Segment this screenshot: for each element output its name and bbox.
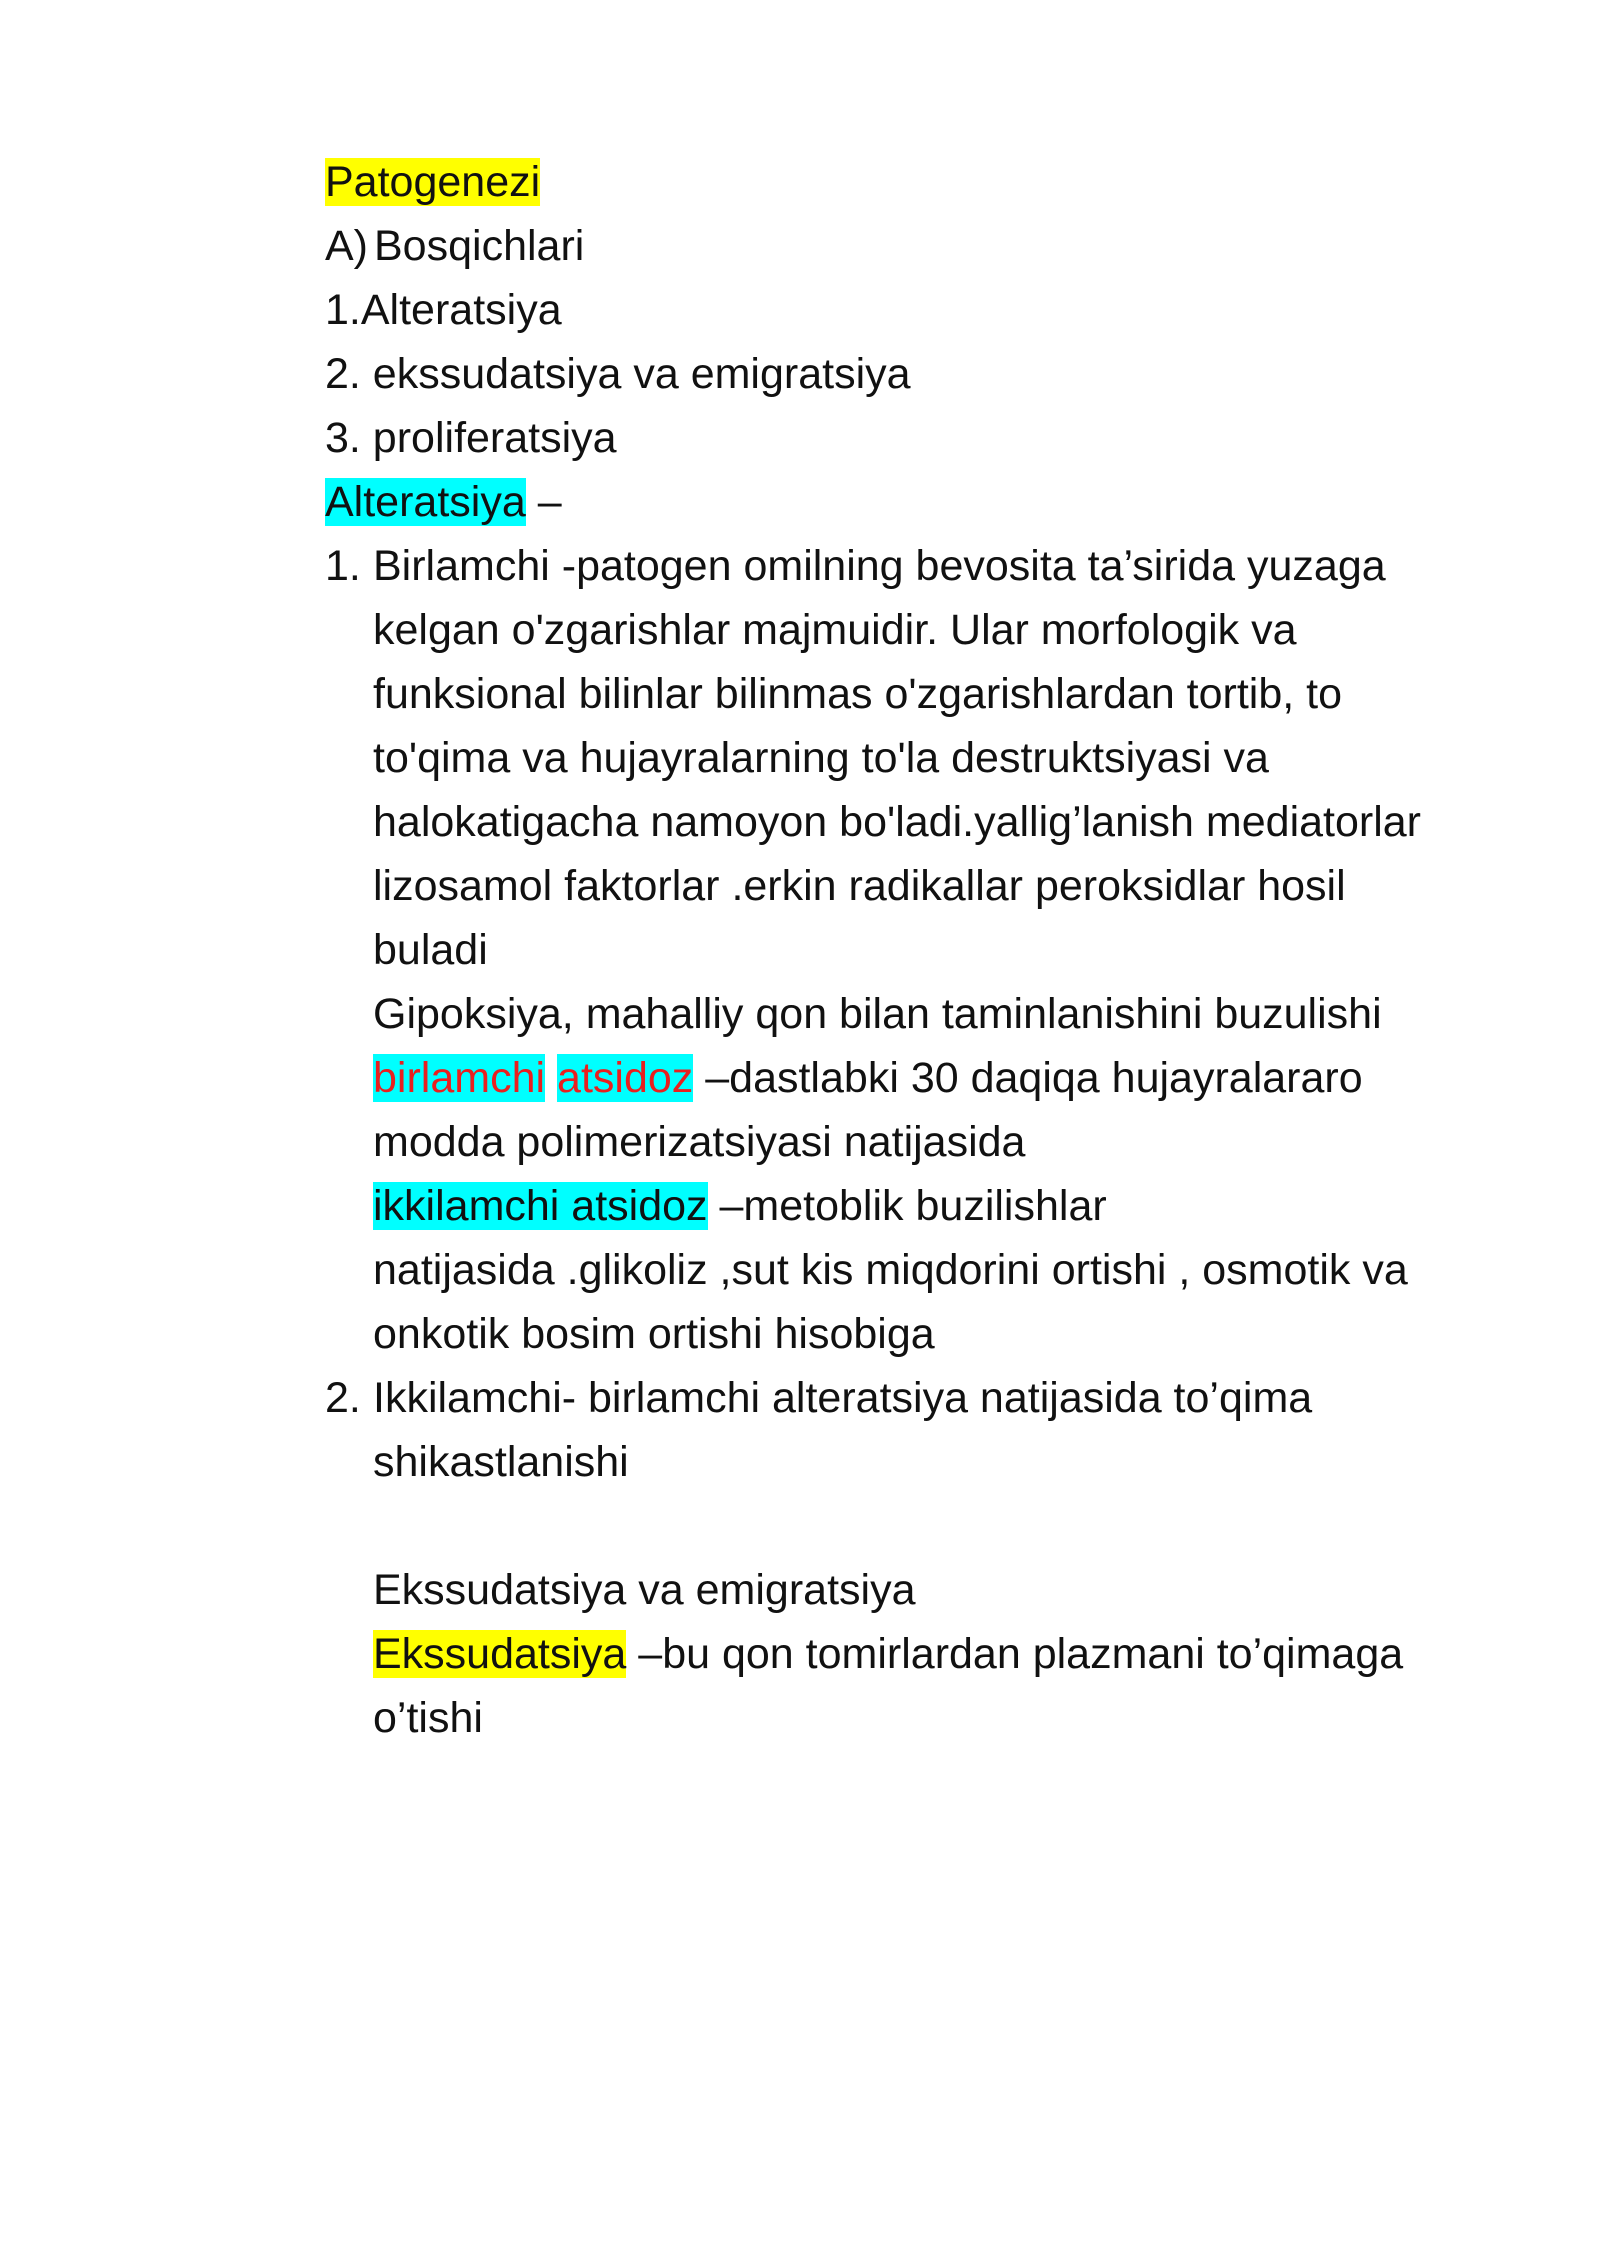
primary-acidosis-continuation: modda polimerizatsiyasi natijasida bbox=[373, 1118, 1026, 1166]
exudation-continuation: o’tishi bbox=[373, 1694, 483, 1742]
item-1-line-7: buladi bbox=[373, 926, 488, 974]
stage-1-line: 1.Alteratsiya bbox=[325, 286, 562, 334]
stages-label: A) bbox=[325, 222, 368, 270]
item-1-number: 1. bbox=[325, 542, 361, 590]
exudation-heading: Ekssudatsiya va emigratsiya bbox=[373, 1566, 916, 1614]
heading-patogenezi: Patogenezi bbox=[325, 158, 541, 206]
item-1-line-2: kelgan o'zgarishlar majmuidir. Ular morfologik va bbox=[373, 606, 1297, 654]
heading-line bbox=[325, 150, 540, 214]
item-1-line-3: funksional bilinlar bilinmas o'zgarishlardan tortib, to bbox=[373, 670, 1343, 718]
item-1-line-4: to'qima va hujayralarning to'la destruktsiyasi va bbox=[373, 734, 1269, 782]
primary-acidosis-line bbox=[373, 1046, 1363, 1110]
primary-acidosis-word-1: birlamchi bbox=[373, 1054, 546, 1102]
hypoxia-line: Gipoksiya, mahalliy qon bilan taminlanishini buzulishi bbox=[373, 990, 1382, 1038]
item-1-line-5: halokatigacha namoyon bo'ladi.yallig’lanish mediatorlar bbox=[373, 798, 1421, 846]
exudation-text: –bu qon tomirlardan plazmani to’qimaga bbox=[626, 1630, 1404, 1678]
primary-acidosis-text: –dastlabki 30 daqiqa hujayralararo bbox=[693, 1054, 1363, 1102]
stages-title: Bosqichlari bbox=[374, 222, 585, 270]
secondary-acidosis-term: ikkilamchi atsidoz bbox=[373, 1182, 708, 1230]
stage-3-line: 3. proliferatsiya bbox=[325, 414, 617, 462]
secondary-acidosis-text: –metoblik buzilishlar bbox=[707, 1182, 1107, 1230]
item-1-line-6: lizosamol faktorlar .erkin radikallar peroksidlar hosil bbox=[373, 862, 1346, 910]
alteration-dash: – bbox=[525, 478, 562, 526]
alteration-term: Alteratsiya bbox=[325, 478, 526, 526]
secondary-acidosis-continuation-1: natijasida .glikoliz ,sut kis miqdorini ortishi , osmotik va bbox=[373, 1246, 1408, 1294]
secondary-acidosis-line bbox=[373, 1174, 1107, 1238]
stages-line bbox=[325, 214, 584, 278]
exudation-line bbox=[373, 1622, 1403, 1686]
item-1-line-1: Birlamchi -patogen omilning bevosita ta’sirida yuzaga bbox=[373, 542, 1386, 590]
item-2-line-1: Ikkilamchi- birlamchi alteratsiya natijasida to’qima bbox=[373, 1374, 1313, 1422]
stage-2-line: 2. ekssudatsiya va emigratsiya bbox=[325, 350, 911, 398]
item-2-number: 2. bbox=[325, 1374, 361, 1422]
primary-acidosis-word-2: atsidoz bbox=[557, 1054, 694, 1102]
exudation-term: Ekssudatsiya bbox=[373, 1630, 627, 1678]
alteration-line bbox=[325, 470, 562, 534]
item-2-line-2: shikastlanishi bbox=[373, 1438, 629, 1486]
secondary-acidosis-continuation-2: onkotik bosim ortishi hisobiga bbox=[373, 1310, 935, 1358]
